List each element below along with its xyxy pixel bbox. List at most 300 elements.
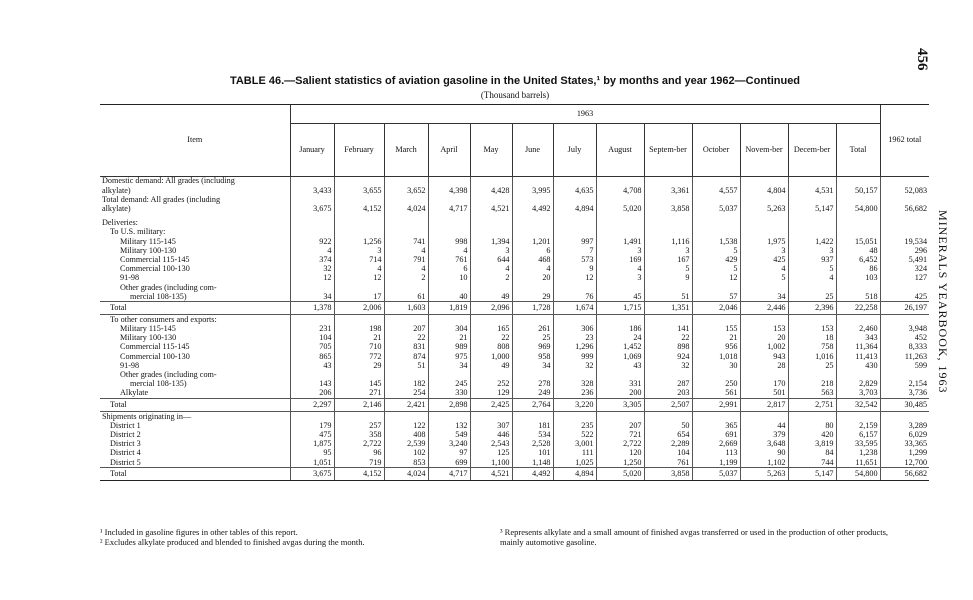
table-cell: 181 [512, 421, 553, 430]
table-cell: 1,422 [788, 237, 836, 246]
total-row [100, 399, 929, 412]
table-cell: 1,069 [596, 352, 644, 361]
table-cell: 429 [692, 256, 740, 265]
row-label: alkylate) [102, 186, 131, 195]
table-cell: 330 [428, 389, 470, 399]
table-cell: 331 [596, 380, 644, 389]
table-cell: 15,051 [836, 237, 880, 246]
table-cell: 103 [836, 274, 880, 283]
header-row-year [100, 105, 929, 124]
table-cell: 179 [290, 421, 334, 430]
table-cell: 10 [428, 274, 470, 283]
table-cell: 245 [428, 380, 470, 389]
table-cell: 249 [512, 389, 553, 399]
table-cell: 261 [512, 325, 553, 334]
table-cell: 40 [428, 292, 470, 302]
table-cell: 1,018 [692, 352, 740, 361]
table-cell: 23 [553, 334, 596, 343]
table-cell: 3 [740, 246, 788, 255]
table-cell: 1,875 [290, 440, 334, 449]
column-header-month: July [553, 124, 596, 177]
table-cell: 420 [788, 431, 836, 440]
table-cell: 2,396 [788, 302, 836, 315]
table-cell: 654 [644, 431, 692, 440]
table-cell: 761 [428, 256, 470, 265]
row-label: Shipments originating in— [102, 411, 192, 421]
table-cell: 2,159 [836, 421, 880, 430]
table-cell: 252 [470, 380, 512, 389]
column-header-1962-total: 1962 total [880, 105, 929, 177]
row-label: mercial 108-135) [130, 379, 187, 389]
table-cell: 4,428 [470, 186, 512, 195]
table-cell: 207 [596, 421, 644, 430]
row-label: Military 100-130 [120, 333, 177, 343]
table-cell: 25 [512, 334, 553, 343]
table-cell: 3,655 [334, 186, 384, 195]
table-row [100, 380, 929, 389]
table-cell: 206 [290, 389, 334, 399]
row-label: Commercial 100-130 [120, 264, 190, 274]
table-cell: 51 [384, 361, 428, 370]
table-cell: 102 [384, 449, 428, 458]
table-cell: 3,648 [740, 440, 788, 449]
table-cell: 710 [334, 343, 384, 352]
table-row [100, 449, 929, 458]
row-label: District 1 [110, 421, 141, 430]
table-cell: 11,263 [880, 352, 929, 361]
table-cell: 5 [692, 246, 740, 255]
table-cell: 5,147 [788, 468, 836, 481]
table-cell: 2,507 [644, 399, 692, 412]
table-cell: 691 [692, 431, 740, 440]
table-row [100, 431, 929, 440]
table-cell: 3,240 [428, 440, 470, 449]
table-cell: 6,452 [836, 256, 880, 265]
table-cell: 95 [290, 449, 334, 458]
column-header-month: April [428, 124, 470, 177]
table-cell: 43 [596, 361, 644, 370]
table-cell: 50 [644, 421, 692, 430]
table-cell: 236 [553, 389, 596, 399]
table-cell: 2,539 [384, 440, 428, 449]
table-cell: 165 [470, 325, 512, 334]
table-cell: 5,263 [740, 468, 788, 481]
table-cell: 563 [788, 389, 836, 399]
table-cell: 45 [596, 292, 644, 302]
table-cell: 998 [428, 237, 470, 246]
table-cell: 4,708 [596, 186, 644, 195]
table-cell: 104 [290, 334, 334, 343]
table-cell: 4,557 [692, 186, 740, 195]
column-header-year: 1963 [290, 105, 880, 124]
footnotes-left [100, 528, 480, 548]
table-cell: 1,016 [788, 352, 836, 361]
table-cell: 853 [384, 458, 428, 468]
table-cell: 48 [836, 246, 880, 255]
table-cell: 969 [512, 343, 553, 352]
table-cell: 2 [470, 274, 512, 283]
table-cell: 1,603 [384, 302, 428, 315]
table-cell: 943 [740, 352, 788, 361]
table-cell: 97 [428, 449, 470, 458]
table-cell: 719 [334, 458, 384, 468]
table-cell: 4,521 [470, 468, 512, 481]
table-cell: 29 [512, 292, 553, 302]
table-cell: 2,297 [290, 399, 334, 412]
row-label: Military 100-130 [120, 246, 177, 255]
table-cell: 3,819 [788, 440, 836, 449]
table-cell: 4,152 [334, 468, 384, 481]
table-cell: 3,736 [880, 389, 929, 399]
table-cell: 937 [788, 256, 836, 265]
table-cell: 831 [384, 343, 428, 352]
table-cell: 501 [740, 389, 788, 399]
table-cell: 1,102 [740, 458, 788, 468]
row-label: Deliveries: [102, 218, 138, 228]
table-cell: 549 [428, 431, 470, 440]
table-title: TABLE 46.—Salient statistics of aviation gasoline in the United States,¹ by months and year 1962—Continued [229, 75, 801, 87]
table-cell: 3,858 [644, 468, 692, 481]
table-cell: 2,528 [512, 440, 553, 449]
table-cell: 43 [290, 361, 334, 370]
table-cell: 6,157 [836, 431, 880, 440]
table-cell: 153 [740, 325, 788, 334]
table-cell: 203 [644, 389, 692, 399]
footnote-1: ¹ Included in gasoline figures in other tables of this report. [100, 527, 298, 537]
table-cell: 1,250 [596, 458, 644, 468]
table-cell: 2,096 [470, 302, 512, 315]
table-cell: 6 [512, 246, 553, 255]
table-cell: 2,460 [836, 325, 880, 334]
page-number: 456 [914, 48, 930, 71]
table-cell: 2,751 [788, 399, 836, 412]
row-label: To other consumers and exports: [110, 314, 217, 324]
column-header-total: Total [836, 124, 880, 177]
table-cell: 4,804 [740, 186, 788, 195]
table-cell: 18 [788, 334, 836, 343]
table-cell: 32 [644, 361, 692, 370]
row-label: Total [100, 399, 290, 412]
row-label: Alkylate [120, 388, 149, 398]
table-cell: 5 [740, 274, 788, 283]
table-cell: 956 [692, 343, 740, 352]
table-cell: 122 [384, 421, 428, 430]
table-row [100, 421, 929, 430]
table-cell: 1,002 [740, 343, 788, 352]
table-cell: 4,492 [512, 468, 553, 481]
table-cell: 61 [384, 292, 428, 302]
table-cell: 3,433 [290, 186, 334, 195]
table-cell: 17 [334, 292, 384, 302]
column-header-month: Septem-ber [644, 124, 692, 177]
table-cell: 2,006 [334, 302, 384, 315]
table-cell: 306 [553, 325, 596, 334]
column-header-item: Item [100, 105, 290, 177]
table-cell: 4,717 [428, 468, 470, 481]
row-label: Military 115-145 [120, 237, 176, 246]
table-cell: 231 [290, 325, 334, 334]
table-cell: 30 [692, 361, 740, 370]
table-cell: 26,197 [880, 302, 929, 315]
row-label: 91-98 [120, 361, 140, 370]
table-cell: 761 [644, 458, 692, 468]
table-cell: 714 [334, 256, 384, 265]
table-cell: 90 [740, 449, 788, 458]
table-cell: 425 [740, 256, 788, 265]
table-cell: 155 [692, 325, 740, 334]
table-cell: 5,020 [596, 468, 644, 481]
table-cell: 4,531 [788, 186, 836, 195]
table-cell: 3,289 [880, 421, 929, 430]
table-cell: 9 [644, 274, 692, 283]
table-cell: 143 [290, 380, 334, 389]
table-row [100, 256, 929, 265]
table-cell: 4,398 [428, 186, 470, 195]
table-cell: 153 [788, 325, 836, 334]
table-cell: 446 [470, 431, 512, 440]
table-cell: 25 [788, 292, 836, 302]
table-cell: 12 [692, 274, 740, 283]
row-label: Commercial 115-145 [120, 343, 190, 352]
table-cell: 2,829 [836, 380, 880, 389]
table-row [100, 265, 929, 274]
table-subtitle: (Thousand barrels) [480, 90, 550, 100]
table-cell: 1,238 [836, 449, 880, 458]
table-cell: 12 [334, 274, 384, 283]
table-cell: 104 [644, 449, 692, 458]
table-cell: 3 [788, 246, 836, 255]
table-cell: 741 [384, 237, 428, 246]
table-cell: 561 [692, 389, 740, 399]
table-cell: 989 [428, 343, 470, 352]
row-label: District 5 [110, 458, 141, 467]
table-cell: 20 [512, 274, 553, 283]
table-cell: 2,764 [512, 399, 553, 412]
table-row [100, 389, 929, 399]
table-cell: 207 [384, 325, 428, 334]
table-cell: 3 [334, 246, 384, 255]
table-cell: 5 [692, 265, 740, 274]
table-row [100, 274, 929, 283]
footnote-3: ³ Represents alkylate and a small amount of finished avgas transferred or used in the production of other products, mainly automotive gasoline. [500, 527, 889, 547]
table-cell: 2,722 [596, 440, 644, 449]
table-cell: 534 [512, 431, 553, 440]
table-cell: 324 [880, 265, 929, 274]
table-cell: 3,361 [644, 186, 692, 195]
column-header-month: March [384, 124, 428, 177]
table-cell: 328 [553, 380, 596, 389]
table-cell: 8,333 [880, 343, 929, 352]
column-header-month: August [596, 124, 644, 177]
table-cell: 21 [428, 334, 470, 343]
table-cell: 2,154 [880, 380, 929, 389]
table-cell: 21 [692, 334, 740, 343]
table-cell: 32,542 [836, 399, 880, 412]
table-cell: 379 [740, 431, 788, 440]
table-cell: 34 [428, 361, 470, 370]
table-cell: 11,413 [836, 352, 880, 361]
table-cell: 4 [384, 265, 428, 274]
table-cell: 3,948 [880, 325, 929, 334]
table-row [100, 334, 929, 343]
table-cell: 170 [740, 380, 788, 389]
table-cell: 2,669 [692, 440, 740, 449]
table-row [100, 440, 929, 449]
table-cell: 4,894 [553, 468, 596, 481]
table-cell: 271 [334, 389, 384, 399]
table-cell: 52,083 [880, 186, 929, 195]
table-cell: 4 [596, 265, 644, 274]
table-cell: 4 [512, 265, 553, 274]
table-cell: 1,452 [596, 343, 644, 352]
table-cell: 3,305 [596, 399, 644, 412]
table-cell: 1,025 [553, 458, 596, 468]
table-cell: 1,000 [470, 352, 512, 361]
table-cell: 6,029 [880, 431, 929, 440]
row-label: 91-98 [120, 273, 140, 283]
table-cell: 452 [880, 334, 929, 343]
table-cell: 32 [290, 265, 334, 274]
table-row [100, 292, 929, 302]
table-cell: 2,817 [740, 399, 788, 412]
table-cell: 744 [788, 458, 836, 468]
table-cell: 358 [334, 431, 384, 440]
group-label-row [100, 371, 929, 380]
table-cell: 120 [596, 449, 644, 458]
table-cell: 49 [470, 292, 512, 302]
table-cell: 22 [470, 334, 512, 343]
table-cell: 425 [880, 292, 929, 302]
table-cell: 1,394 [470, 237, 512, 246]
table-cell: 12 [290, 274, 334, 283]
table-cell: 4 [290, 246, 334, 255]
table-row [100, 352, 929, 361]
row-label: Other grades (including com- [120, 370, 217, 380]
group-label-row [100, 283, 929, 292]
table-cell: 1,715 [596, 302, 644, 315]
row-label: alkylate) [102, 204, 131, 214]
table-cell: 975 [428, 352, 470, 361]
table-cell: 4,024 [384, 468, 428, 481]
table-cell: 33,365 [880, 440, 929, 449]
table-cell: 924 [644, 352, 692, 361]
table-cell: 4 [788, 274, 836, 283]
table-cell: 304 [428, 325, 470, 334]
table-cell: 999 [553, 352, 596, 361]
table-row [100, 458, 929, 468]
group-label-row [100, 228, 929, 237]
table-cell: 5,020 [596, 205, 644, 214]
table-cell: 5,491 [880, 256, 929, 265]
table-cell: 235 [553, 421, 596, 430]
table-cell: 22 [644, 334, 692, 343]
table-cell: 365 [692, 421, 740, 430]
table-cell: 2,425 [470, 399, 512, 412]
table-cell: 1,819 [428, 302, 470, 315]
table-cell: 11,651 [836, 458, 880, 468]
group-label-row [100, 315, 929, 325]
row-label: District 4 [110, 448, 141, 458]
table-cell: 705 [290, 343, 334, 352]
table-cell: 898 [644, 343, 692, 352]
table-row [100, 246, 929, 255]
table-cell: 111 [553, 449, 596, 458]
table-cell: 34 [290, 292, 334, 302]
table-cell: 1,256 [334, 237, 384, 246]
table-cell: 2,543 [470, 440, 512, 449]
table-cell: 343 [836, 334, 880, 343]
table-cell: 182 [384, 380, 428, 389]
table-cell: 287 [644, 380, 692, 389]
table-cell: 167 [644, 256, 692, 265]
table-cell: 3 [644, 246, 692, 255]
table-cell: 4 [428, 246, 470, 255]
row-label: Commercial 115-145 [120, 255, 190, 264]
table-cell: 127 [880, 274, 929, 283]
table-cell: 644 [470, 256, 512, 265]
footnote-2: ² Excludes alkylate produced and blended to finished avgas during the month. [100, 536, 365, 547]
column-header-month: January [290, 124, 334, 177]
table-cell: 3,995 [512, 186, 553, 195]
table-cell: 2 [384, 274, 428, 283]
row-label: mercial 108-135) [130, 292, 187, 301]
column-header-month: February [334, 124, 384, 177]
table-cell: 25 [788, 361, 836, 370]
table-cell: 808 [470, 343, 512, 352]
column-header-month: Decem-ber [788, 124, 836, 177]
table-cell: 307 [470, 421, 512, 430]
table-cell: 2,991 [692, 399, 740, 412]
table-cell: 1,538 [692, 237, 740, 246]
table-cell: 958 [512, 352, 553, 361]
table-cell: 3 [596, 274, 644, 283]
table-cell: 3,652 [384, 186, 428, 195]
table-cell: 254 [384, 389, 428, 399]
table-cell: 1,201 [512, 237, 553, 246]
total-row [100, 468, 929, 481]
table-cell: 4,152 [334, 205, 384, 214]
column-header-month: October [692, 124, 740, 177]
row-label: District 3 [110, 439, 141, 449]
table-cell: 772 [334, 352, 384, 361]
table-cell: 132 [428, 421, 470, 430]
table-cell: 1,116 [644, 237, 692, 246]
table-cell: 12 [553, 274, 596, 283]
table-cell: 4,635 [553, 186, 596, 195]
table-cell: 758 [788, 343, 836, 352]
table-cell: 20 [740, 334, 788, 343]
table-cell: 257 [334, 421, 384, 430]
table-cell: 573 [553, 256, 596, 265]
table-cell: 1,728 [512, 302, 553, 315]
table-cell: 9 [553, 265, 596, 274]
table-cell: 250 [692, 380, 740, 389]
table-cell: 198 [334, 325, 384, 334]
table-cell: 1,199 [692, 458, 740, 468]
table-cell: 3,220 [553, 399, 596, 412]
table-cell: 278 [512, 380, 553, 389]
table-row [100, 186, 929, 195]
table-cell: 518 [836, 292, 880, 302]
group-label-row [100, 177, 929, 187]
table-cell: 12,700 [880, 458, 929, 468]
row-label: Commercial 100-130 [120, 352, 190, 361]
table-cell: 475 [290, 431, 334, 440]
table-cell: 84 [788, 449, 836, 458]
table-cell: 1,351 [644, 302, 692, 315]
column-header-month: June [512, 124, 553, 177]
table-cell: 49 [470, 361, 512, 370]
